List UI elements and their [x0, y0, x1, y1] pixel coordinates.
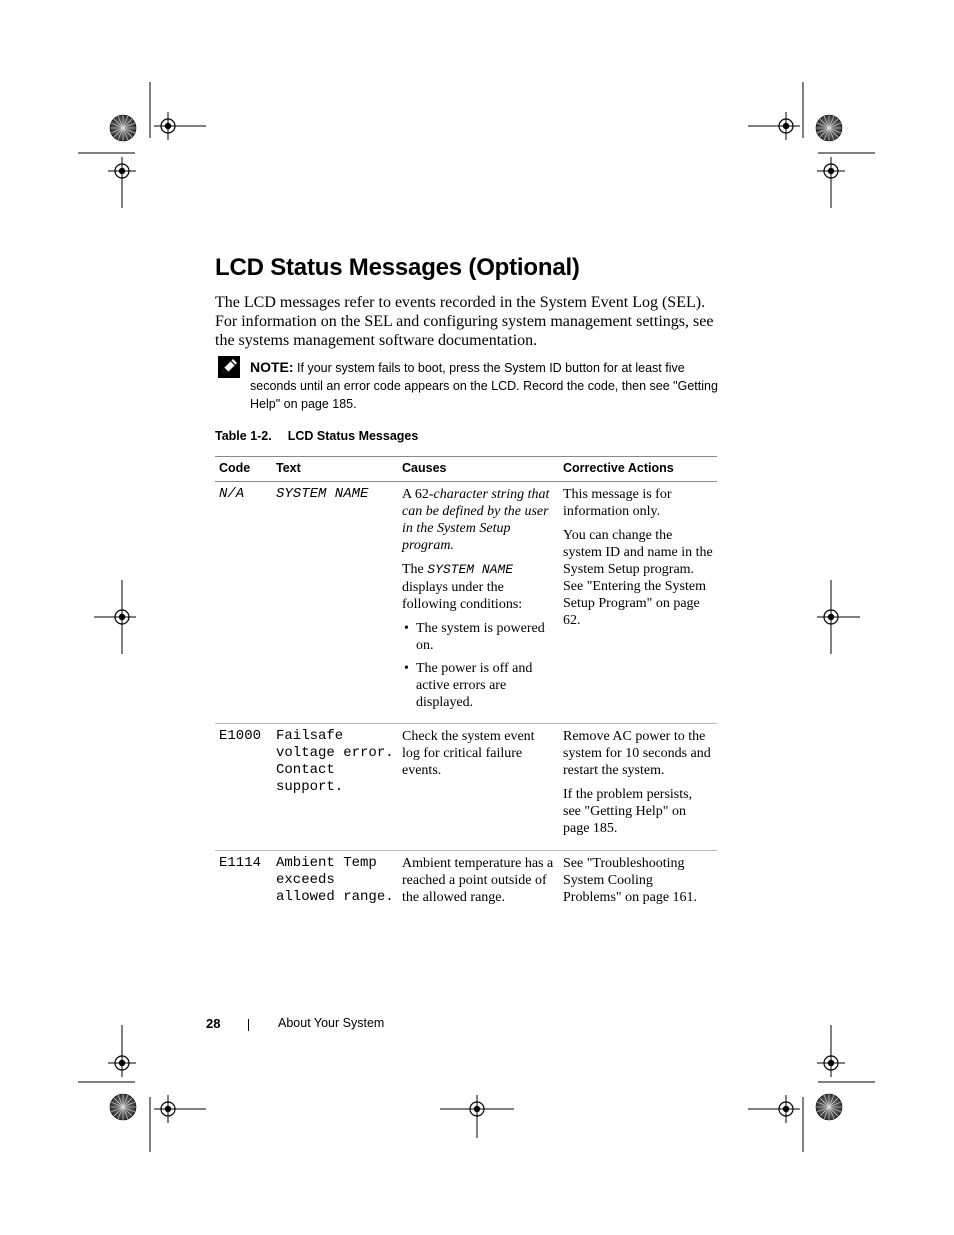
- footer-section-title: About Your System: [278, 1016, 385, 1030]
- table-caption-title: LCD Status Messages: [287, 429, 419, 443]
- causes-paragraph: Ambient temperature has a reached a point outside of the allowed range.: [402, 855, 554, 905]
- page-number: 28: [206, 1016, 221, 1031]
- note-text: If your system fails to boot, press the System ID button for at least five seconds until an error code appears on the LCD. Record the code, then see "Getting Help" on page 185.: [250, 361, 718, 411]
- list-item: • The power is off and active errors are displayed.: [416, 660, 555, 711]
- row-text: Ambient Temp exceeds allowed range.: [276, 854, 394, 905]
- row-code: N/A: [215, 482, 272, 724]
- footer-divider: [248, 1019, 249, 1031]
- note-block: [250, 358, 720, 413]
- table-row: [215, 723, 717, 850]
- causes-text: displays under the following conditions:: [402, 579, 523, 612]
- note-label: NOTE:: [250, 359, 294, 375]
- pencil-note-icon: [218, 356, 240, 378]
- action-paragraph: Remove AC power to the system for 10 seconds and restart the system.: [563, 728, 711, 778]
- causes-text-italic: character string that can be defined by the user in the System Setup program.: [402, 487, 550, 553]
- row-causes: [398, 723, 559, 850]
- causes-text-mono: SYSTEM NAME: [427, 562, 514, 577]
- action-paragraph: See "Troubleshooting System Cooling Problems" on page 161.: [563, 855, 698, 905]
- causes-text: The: [402, 562, 428, 577]
- row-text: Failsafe voltage error. Contact support.: [272, 723, 398, 850]
- table-caption-number: Table 1-2.: [215, 429, 272, 443]
- table-row: [215, 482, 717, 724]
- causes-text: A 62-: [402, 487, 434, 502]
- row-causes: [398, 850, 559, 919]
- row-actions: [559, 850, 717, 919]
- header-text: Text: [272, 457, 398, 482]
- causes-paragraph: [402, 486, 555, 554]
- table-row: [215, 850, 717, 919]
- row-text: SYSTEM NAME: [272, 482, 398, 724]
- conditions-list: [402, 620, 555, 711]
- intro-paragraph: The LCD messages refer to events recorded in the System Event Log (SEL). For information on the SEL and configuring system management settings, see the systems management software documentation.: [215, 294, 714, 349]
- row-causes: [398, 482, 559, 724]
- row-actions: [559, 482, 717, 724]
- action-paragraph: You can change the system ID and name in the System Setup program. See "Entering the System Setup Program" on page 62.: [563, 528, 713, 628]
- header-corrective-actions: Corrective Actions: [559, 457, 717, 482]
- causes-paragraph: [402, 561, 555, 613]
- lcd-status-messages-table: [215, 456, 717, 919]
- row-code: E1114: [219, 854, 262, 871]
- causes-paragraph: Check the system event log for critical failure events.: [402, 728, 535, 778]
- header-causes: Causes: [398, 457, 559, 482]
- list-item: • The system is powered on.: [416, 620, 555, 654]
- table-caption: [215, 429, 418, 443]
- page-title: LCD Status Messages (Optional): [215, 254, 580, 281]
- header-code: Code: [215, 457, 272, 482]
- table-header-row: [215, 457, 717, 482]
- action-paragraph: This message is for information only.: [563, 487, 672, 519]
- action-paragraph: If the problem persists, see "Getting Help" on page 185.: [563, 786, 693, 836]
- row-code: E1000: [215, 723, 272, 850]
- row-actions: [559, 723, 717, 850]
